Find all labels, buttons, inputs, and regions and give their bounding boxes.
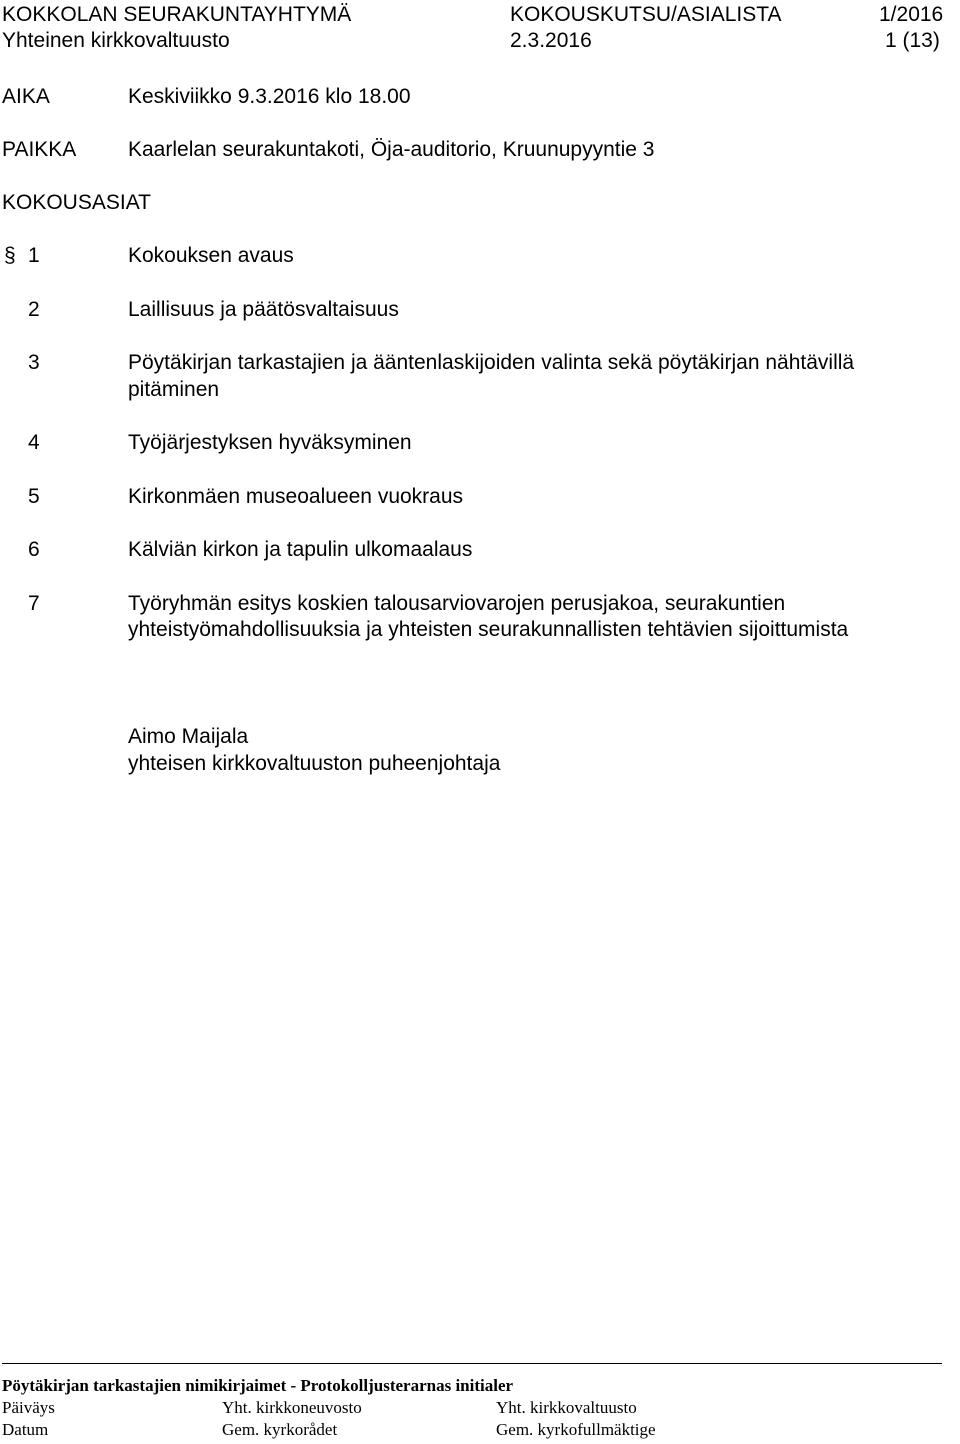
- footer-assembly-label: Yht. kirkkovaltuusto: [496, 1398, 637, 1417]
- agenda-item-text: Työryhmän esitys koskien talousarviovarojen perusjakoa, seurakuntien: [128, 592, 786, 615]
- place-label: PAIKKA: [2, 138, 77, 161]
- agenda-item-number: 5: [28, 485, 40, 508]
- agenda-item-text: Työjärjestyksen hyväksyminen: [128, 431, 412, 454]
- agenda-item-text-continued: pitäminen: [128, 378, 220, 401]
- agenda-item-text-continued: yhteistyömahdollisuuksia ja yhteisten seurakunnallisten tehtävien sijoittumista: [128, 618, 849, 641]
- signer-name: Aimo Maijala: [128, 725, 249, 748]
- footer-date-label: Päiväys: [2, 1398, 55, 1417]
- agenda-item-text: Pöytäkirjan tarkastajien ja ääntenlaskijoiden valinta sekä pöytäkirjan nähtävillä: [128, 351, 855, 374]
- footer-council-label-sv: Gem. kyrkorådet: [222, 1420, 338, 1439]
- time-label: AIKA: [2, 85, 50, 108]
- agenda-item-number: 7: [28, 592, 40, 615]
- footer-heading: Pöytäkirjan tarkastajien nimikirjaimet - Protokolljusterarnas initialer: [2, 1376, 514, 1395]
- header-body: Yhteinen kirkkovaltuusto: [2, 29, 230, 52]
- header-doc-type: KOKOUSKUTSU/ASIALISTA: [510, 3, 782, 26]
- time-value: Keskiviikko 9.3.2016 klo 18.00: [128, 85, 411, 108]
- agenda-item-text: Kokouksen avaus: [128, 244, 294, 267]
- header-page: 1 (13): [885, 29, 940, 52]
- signer-title: yhteisen kirkkovaltuuston puheenjohtaja: [128, 752, 501, 775]
- footer-council-label: Yht. kirkkoneuvosto: [222, 1398, 362, 1417]
- agenda-item-number: 1: [28, 244, 40, 267]
- agenda-item-number: 6: [28, 538, 40, 561]
- agenda-item-number: 4: [28, 431, 40, 454]
- agenda-item-text: Kirkonmäen museoalueen vuokraus: [128, 485, 464, 508]
- section-symbol: §: [4, 244, 16, 267]
- footer-rule: [2, 1363, 942, 1364]
- footer-assembly-label-sv: Gem. kyrkofullmäktige: [496, 1420, 656, 1439]
- agenda-item-text: Kälviän kirkon ja tapulin ulkomaalaus: [128, 538, 473, 561]
- header-date: 2.3.2016: [510, 29, 592, 52]
- agenda-item-text: Laillisuus ja päätösvaltaisuus: [128, 298, 399, 321]
- header-org: KOKKOLAN SEURAKUNTAYHTYMÄ: [2, 3, 352, 26]
- agenda-heading: KOKOUSASIAT: [2, 191, 151, 214]
- header-doc-number: 1/2016: [879, 3, 944, 26]
- agenda-item-number: 2: [28, 298, 40, 321]
- agenda-item-number: 3: [28, 351, 40, 374]
- footer-date-label-sv: Datum: [2, 1420, 49, 1439]
- place-value: Kaarlelan seurakuntakoti, Öja-auditorio, Kruunupyyntie 3: [128, 138, 655, 161]
